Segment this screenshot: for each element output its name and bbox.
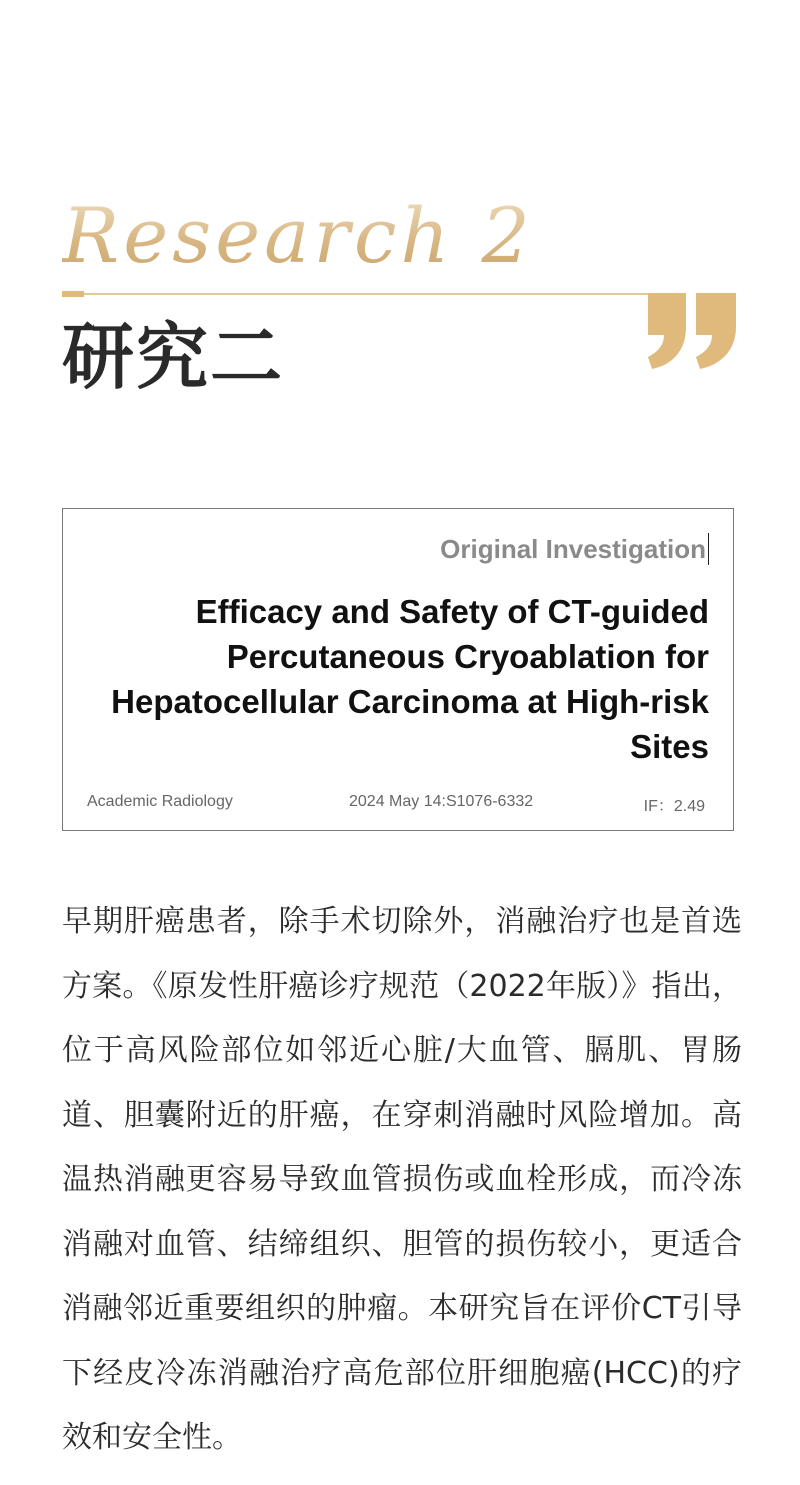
divider-line — [62, 293, 650, 295]
paper-card — [62, 508, 734, 831]
journal-name: Academic Radiology — [87, 793, 233, 810]
body-paragraph: 早期肝癌患者，除手术切除外，消融治疗也是首选方案。《原发性肝癌诊疗规范（2022年版）》指出，位于高风险部位如邻近心脏/大血管、膈肌、胃肠道、胆囊附近的肝癌，在穿刺消融时风险增加。高温热消融更容易导致血管损伤或血栓形成，而冷冻消融对血管、结缔组织、胆管的损伤较小，更适合消融邻近重要组织的肿瘤。本研究旨在评价CT引导下经皮冷冻消融治疗高危部位肝细胞癌(HCC)的疗效和安全性。 — [62, 904, 742, 1455]
section-heading: 研究二 — [62, 314, 285, 399]
impact-factor: IF：2.49 — [643, 798, 705, 815]
research-script-title: Research 2 — [62, 188, 582, 283]
paper-meta — [87, 793, 705, 815]
quote-mark-icon — [648, 293, 738, 371]
paper-title: Efficacy and Safety of CT-guided Percutaneous Cryoablation for Hepatocellular Carcinoma at High-risk Sites — [111, 593, 709, 765]
article-type-label: Original Investigation — [440, 533, 709, 565]
divider-accent — [62, 291, 84, 297]
publication-date: 2024 May 14:S1076-6332 — [349, 793, 534, 810]
